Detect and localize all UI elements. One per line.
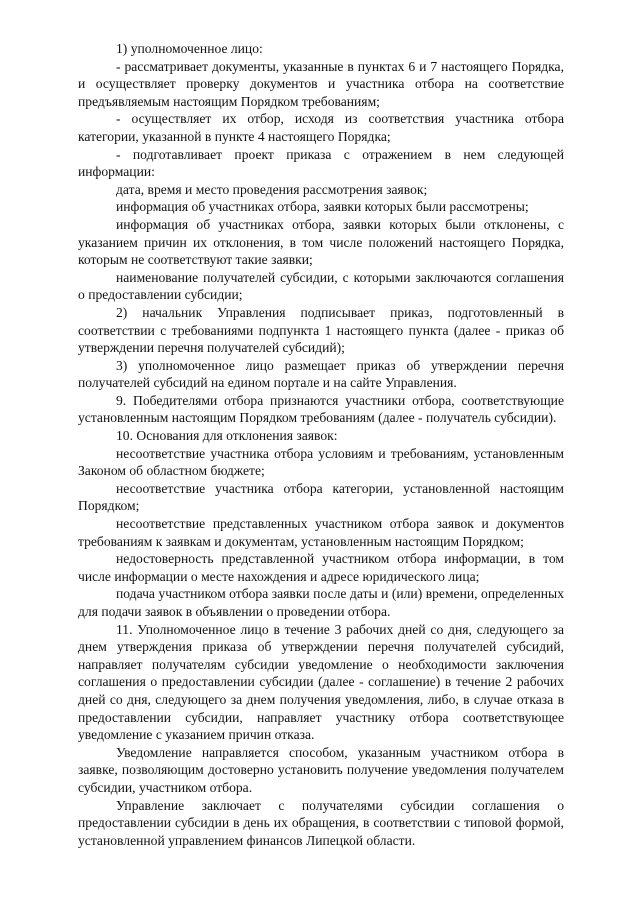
paragraph-8: наименование получателей субсидии, с которыми заключаются соглашения о предоставлении субсидии; [78,269,564,303]
paragraph-3: - осуществляет их отбор, исходя из соответствия участника отбора категории, указанной в пункте 4 настоящего Порядка; [78,111,564,144]
paragraph-19: Уведомление направляется способом, указанным участником отбора в заявке, позволяющим достоверно установить получение уведомления получателем субсидии, участником отбора. [78,744,564,795]
paragraph-12: 10. Основания для отклонения заявок: [116,428,338,444]
paragraph-17: подача участником отбора заявки после даты и (или) времени, определенных для подачи заявок в объявлении о проведении отбора. [78,586,564,619]
paragraph-2: - рассматривает документы, указанные в пунктах 6 и 7 настоящего Порядка, и осуществляет проверку документов и участника отбора на соответствие предъявляемым настоящим Порядком требованиям; [78,58,564,109]
paragraph-18: 11. Уполномоченное лицо в течение 3 рабочих дней со дня, следующего за днем утверждения приказа об утверждении перечня получателей субсидий, направляет получателям субсидии уведомление о необходимости заключения соглашения о предоставлении субсидии (далее - соглашение) в течение 2 рабочих дней со дня, следующего за днем получения уведомления, либо, в случае отказа в предоставлении субсидии, направляет участнику отбора соответствующее уведомление с указанием причин отказа. [78,621,564,743]
paragraph-5: дата, время и место проведения рассмотрения заявок; [116,181,428,197]
paragraph-15: несоответствие представленных участником отбора заявок и документов требованиям к заявкам и документам, установленным настоящим Порядком; [78,516,564,549]
paragraph-13: несоответствие участника отбора условиям и требованиям, установленным Законом об областном бюджете; [78,445,564,479]
paragraph-11: 9. Победителями отбора признаются участники отбора, соответствующие установленным настоящим Порядком требованиям (далее - получатель субсидии). [78,392,564,426]
paragraph-10: 3) уполномоченное лицо размещает приказ об утверждении перечня получателей субсидий на едином портале и на сайте Управления. [78,357,564,391]
paragraph-4: - подготавливает проект приказа с отражением в нем следующей информации: [78,146,564,180]
paragraph-6: информация об участниках отбора, заявки которых были рассмотрены; [116,199,529,215]
paragraph-20: Управление заключает с получателями субсидии соглашения о предоставлении субсидии в день их обращения, в соответствии с типовой формой, установленной управлением финансов Липецкой области. [78,797,564,848]
paragraph-14: несоответствие участника отбора категории, установленной настоящим Порядком; [78,480,564,514]
paragraph-1: 1) уполномоченное лицо: [116,41,263,56]
paragraph-7: информация об участниках отбора, заявки которых были отклонены, с указанием причин их отклонения, в том числе положений настоящего Порядка, которым не соответствуют такие заявки; [78,216,564,268]
paragraph-9: 2) начальник Управления подписывает приказ, подготовленный в соответствии с требованиями подпункта 1 настоящего пункта (далее - приказ об утверждении перечня получателей субсидий); [78,304,564,356]
document-page [78,40,564,849]
paragraph-16: недостоверность представленной участником отбора информации, в том числе информации о месте нахождения и адресе юридического лица; [78,551,564,584]
